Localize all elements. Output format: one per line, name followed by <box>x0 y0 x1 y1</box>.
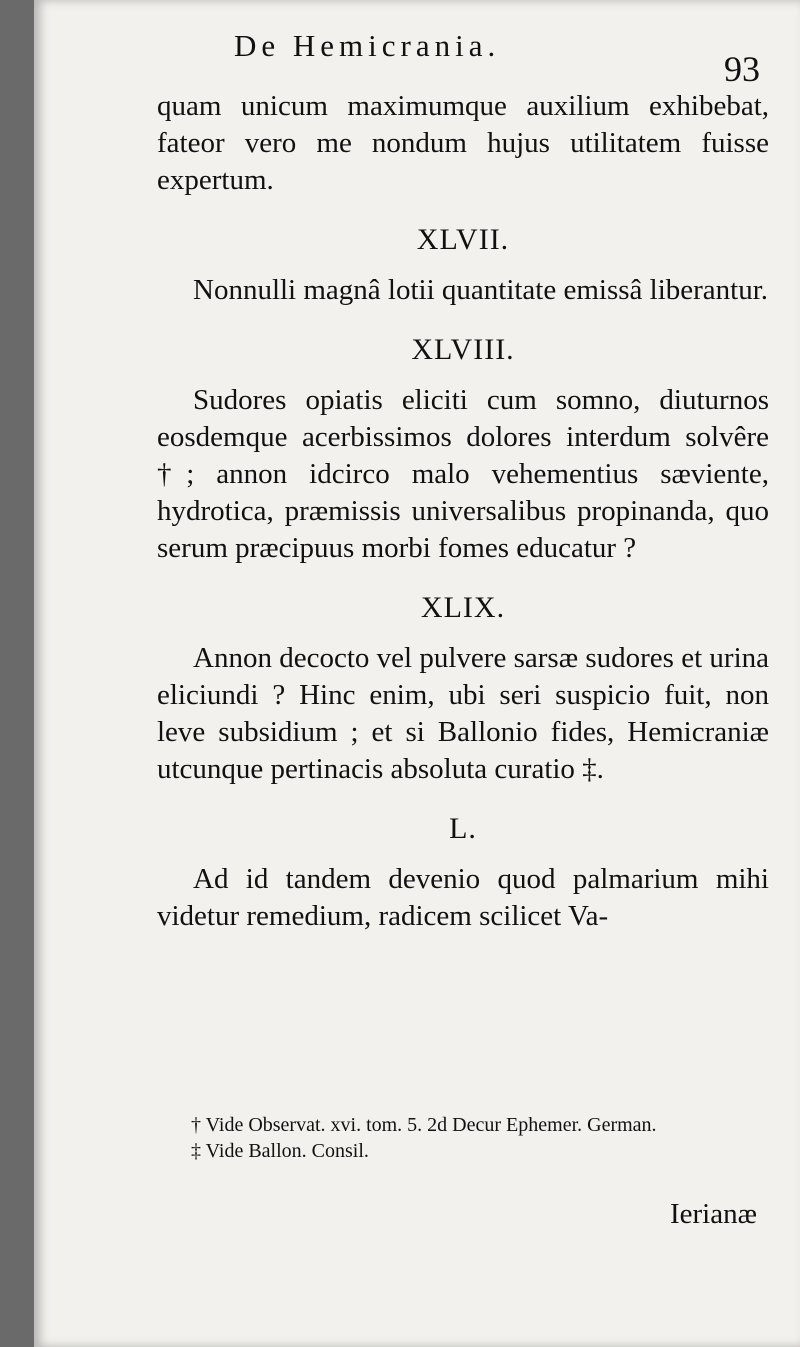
section-number-xlvii: XLVII. <box>416 223 510 256</box>
section-text-xlvii: Nonnulli magnâ lotii quantitate emissâ liberantur. <box>193 274 769 306</box>
section-number-l: L. <box>449 812 477 845</box>
main-text <box>157 88 769 935</box>
footnotes <box>157 1112 769 1164</box>
footnote-dagger: † Vide Observat. xvi. tom. 5. 2d Decur Ephemer. German. <box>191 1114 657 1136</box>
section-number-xlviii: XLVIII. <box>411 333 515 366</box>
catchword: Ierianæ <box>670 1198 757 1230</box>
running-header: De Hemicrania. <box>234 28 501 63</box>
opening-paragraph: quam unicum maximumque auxilium exhibebat, fateor vero me nondum hujus utilitatem fuisse expertum. <box>157 90 769 196</box>
page-number: 93 <box>724 49 760 89</box>
section-number-xlix: XLIX. <box>420 591 506 624</box>
footnote-double-dagger: ‡ Vide Ballon. Consil. <box>191 1140 369 1162</box>
section-text-l: Ad id tandem devenio quod palmarium mihi videtur remedium, radicem scilicet Va- <box>157 863 769 932</box>
book-page <box>34 0 800 1347</box>
section-text-xlviii: Sudores opiatis eliciti cum somno, diuturnos eosdemque acerbissimos dolores interdum solvêre †; annon idcirco malo vehementius sæviente, hydrotica, præmissis universalibus propinanda, quo serum præcipuus morbi fomes educatur ? <box>157 384 769 564</box>
section-text-xlix: Annon decocto vel pulvere sarsæ sudores et urina eliciundi ? Hinc enim, ubi seri suspicio fuit, non leve subsidium ; et si Ballonio fides, Hemicraniæ utcunque pertinacis absoluta curatio ‡. <box>157 642 769 785</box>
